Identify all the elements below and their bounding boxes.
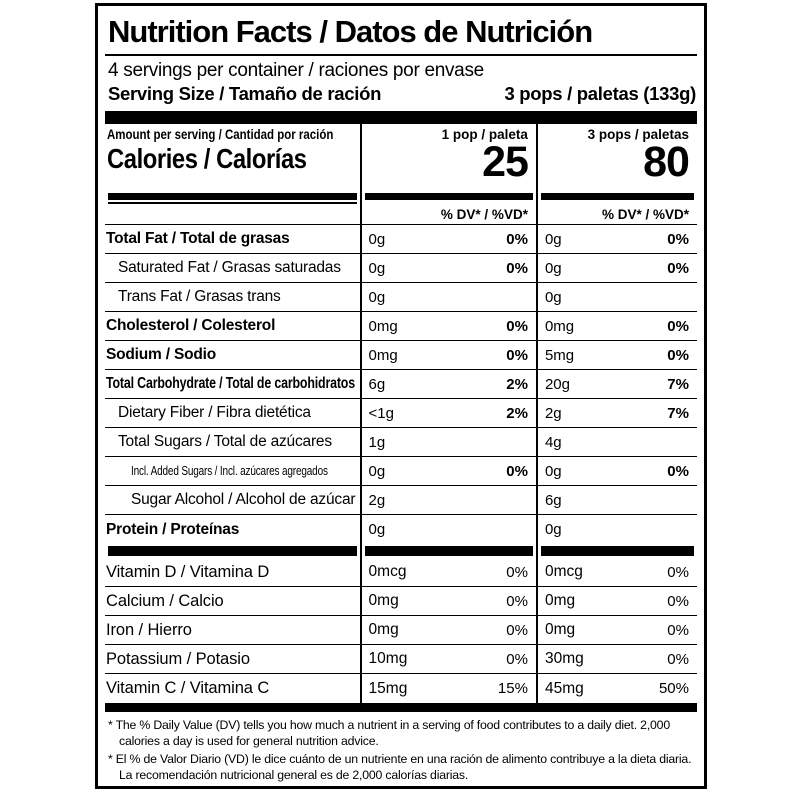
nutrient-name: Total Fat / Total de grasas: [106, 230, 290, 247]
nutrient-dv-1: 2%: [506, 375, 528, 393]
vitamin-dv-3: 0%: [667, 621, 689, 639]
vitamin-dv-3: 0%: [667, 650, 689, 668]
nutrient-name: Incl. Added Sugars / Incl. azúcares agregados: [131, 464, 328, 478]
nutrient-dv-3: 7%: [667, 375, 689, 393]
nutrient-row-saturated-fat: [105, 254, 697, 283]
nutrient-amount-1: 0g: [368, 259, 386, 277]
calories-per-1-pop: [360, 124, 536, 193]
dv-header-spacer: [105, 204, 360, 224]
nutrient-amount-1: 0g: [368, 230, 386, 248]
nutrient-amount-3: 20g: [544, 375, 570, 393]
nutrient-dv-3: 0%: [667, 317, 689, 335]
calories-value-1-pop: 25: [482, 138, 528, 186]
nutrient-amount-1: 0mg: [368, 317, 398, 335]
footnotes: [105, 712, 697, 783]
per-3-pops-header: 3 pops / paletas: [587, 127, 689, 142]
nutrient-amount-3: 0g: [544, 521, 562, 538]
nutrient-dv-3: 0%: [667, 462, 689, 480]
nutrient-row-total-fat: [105, 225, 697, 254]
thick-divider-mid-center: [360, 544, 536, 558]
per-1-pop-header: 1 pop / paleta: [441, 127, 528, 142]
nutrient-dv-3: 7%: [667, 404, 689, 422]
nutrition-facts-label: [95, 3, 707, 789]
footnote-spanish: * El % de Valor Diario (VD) le dice cuánto de un nutriente en una ración de alimento contribuye a la dieta diaria. La recomendación nutricional general es de 2,000 calorías diarias.: [108, 751, 692, 783]
calories-underline-right: [536, 193, 697, 204]
nutrient-dv-1: 2%: [506, 404, 528, 422]
vitamin-dv-1: 0%: [506, 592, 528, 610]
nutrient-amount-1: 0g: [368, 521, 386, 538]
thick-divider-top: [105, 111, 697, 124]
nutrient-row-trans-fat: [105, 283, 697, 312]
vitamin-row-vitamin-d: [105, 558, 697, 587]
calories-per-3-pops: [536, 124, 697, 193]
vitamin-amount-1: 0mcg: [368, 563, 407, 580]
nutrient-amount-1: 0g: [368, 288, 386, 306]
daily-value-header-row: [105, 204, 697, 225]
nutrient-amount-3: 4g: [544, 433, 562, 451]
vitamin-row-vitamin-c: [105, 674, 697, 703]
vitamin-name: Iron / Hierro: [106, 620, 192, 639]
nutrient-amount-3: 2g: [544, 404, 562, 422]
nutrient-name: Protein / Proteínas: [106, 520, 240, 538]
serving-size-label: Serving Size / Tamaño de ración: [108, 83, 382, 104]
calories-underline-mid: [360, 193, 536, 204]
nutrient-row-added-sugars: [105, 457, 697, 486]
serving-size-value: 3 pops / paletas (133g): [504, 83, 696, 104]
vitamin-row-potassium: [105, 645, 697, 674]
nutrient-name: Cholesterol / Colesterol: [106, 317, 276, 334]
nutrient-dv-3: 0%: [667, 259, 689, 277]
vitamin-dv-1: 0%: [506, 621, 528, 639]
footnote-english: * The % Daily Value (DV) tells you how much a nutrient in a serving of food contributes to a daily diet. 2,000 calories a day is used for general nutrition advice.: [108, 718, 670, 749]
nutrient-row-dietary-fiber: [105, 399, 697, 428]
nutrient-name: Dietary Fiber / Fibra dietética: [118, 404, 311, 421]
vitamin-name: Vitamin D / Vitamina D: [106, 562, 270, 581]
nutrient-row-protein: [105, 515, 697, 544]
thick-divider-mid-left: [105, 544, 360, 558]
nutrient-dv-1: 0%: [506, 346, 528, 364]
calories-left-column: [105, 124, 360, 193]
vitamin-name: Calcium / Calcio: [106, 591, 224, 610]
nutrient-dv-3: 0%: [667, 230, 689, 248]
serving-size-row: [105, 82, 697, 111]
vitamin-dv-3: 0%: [667, 563, 689, 581]
calories-label: Calories / Calorías: [107, 143, 307, 174]
amount-per-serving-label: Amount per serving / Cantidad por ración: [107, 127, 334, 142]
nutrient-name: Total Carbohydrate / Total de carbohidratos: [106, 375, 355, 392]
nutrient-amount-1: 2g: [368, 491, 386, 509]
nutrient-dv-1: 0%: [506, 259, 528, 277]
calories-section: [105, 124, 697, 193]
nutrient-row-total-sugars: [105, 428, 697, 457]
vitamin-amount-1: 0mg: [368, 621, 399, 638]
vitamin-dv-1: 15%: [497, 680, 528, 697]
vitamin-amount-3: 0mg: [544, 621, 576, 638]
nutrient-amount-3: 0g: [544, 288, 562, 306]
nutrient-row-total-carbohydrate: [105, 370, 697, 399]
calories-underline-left: [105, 193, 360, 204]
nutrient-name: Trans Fat / Grasas trans: [118, 288, 281, 305]
nutrient-amount-1: <1g: [368, 404, 394, 422]
nutrient-dv-1: 0%: [506, 230, 528, 248]
thick-divider-mid-row: [105, 544, 697, 558]
nutrient-amount-1: 1g: [368, 433, 386, 451]
vitamin-amount-1: 15mg: [368, 679, 408, 697]
vitamin-amount-3: 0mg: [544, 592, 576, 609]
nutrient-name: Sugar Alcohol / Alcohol de azúcar: [131, 491, 356, 508]
nutrient-row-sodium: [105, 341, 697, 370]
nutrient-amount-3: 0g: [544, 259, 562, 277]
nutrient-dv-1: 0%: [506, 462, 528, 480]
dv-header-3-pops: % DV* / %VD*: [536, 204, 697, 224]
vitamin-row-calcium: [105, 587, 697, 616]
nutrient-dv-1: 0%: [506, 317, 528, 335]
nutrient-name: Total Sugars / Total de azúcares: [118, 433, 332, 450]
dv-header-1-pop: % DV* / %VD*: [360, 204, 536, 224]
vitamin-amount-1: 10mg: [368, 650, 408, 667]
nutrient-dv-3: 0%: [667, 346, 689, 364]
nutrient-amount-3: 0g: [544, 230, 562, 248]
servings-per-container: 4 servings per container / raciones por envase: [108, 60, 484, 81]
nutrient-row-sugar-alcohol: [105, 486, 697, 515]
vitamin-name: Vitamin C / Vitamina C: [106, 679, 270, 697]
calories-value-3-pops: 80: [643, 138, 689, 186]
nutrient-amount-1: 6g: [368, 375, 386, 393]
thick-divider-mid-right: [536, 544, 697, 558]
nutrient-amount-3: 0g: [544, 462, 562, 480]
thick-divider-bottom: [105, 703, 697, 712]
calories-underline-row: [105, 193, 697, 204]
nutrient-amount-3: 0mg: [544, 317, 575, 335]
vitamin-amount-3: 45mg: [544, 679, 584, 697]
vitamin-amount-3: 0mcg: [544, 563, 583, 580]
vitamin-dv-1: 0%: [506, 650, 528, 668]
vitamin-name: Potassium / Potasio: [106, 649, 250, 668]
nutrient-amount-1: 0mg: [368, 346, 398, 364]
vitamin-amount-1: 0mg: [368, 592, 399, 609]
nutrient-amount-1: 0g: [368, 462, 386, 480]
nutrient-name: Saturated Fat / Grasas saturadas: [118, 259, 341, 276]
vitamin-dv-1: 0%: [506, 563, 528, 581]
nutrient-amount-3: 5mg: [544, 346, 575, 364]
nutrient-name: Sodium / Sodio: [106, 346, 216, 363]
vitamin-amount-3: 30mg: [544, 650, 584, 667]
vitamin-row-iron: [105, 616, 697, 645]
vitamin-dv-3: 50%: [658, 680, 689, 697]
nutrient-amount-3: 6g: [544, 491, 562, 509]
nutrient-row-cholesterol: [105, 312, 697, 341]
label-title: Nutrition Facts / Datos de Nutrición: [108, 14, 593, 49]
vitamin-dv-3: 0%: [667, 592, 689, 610]
